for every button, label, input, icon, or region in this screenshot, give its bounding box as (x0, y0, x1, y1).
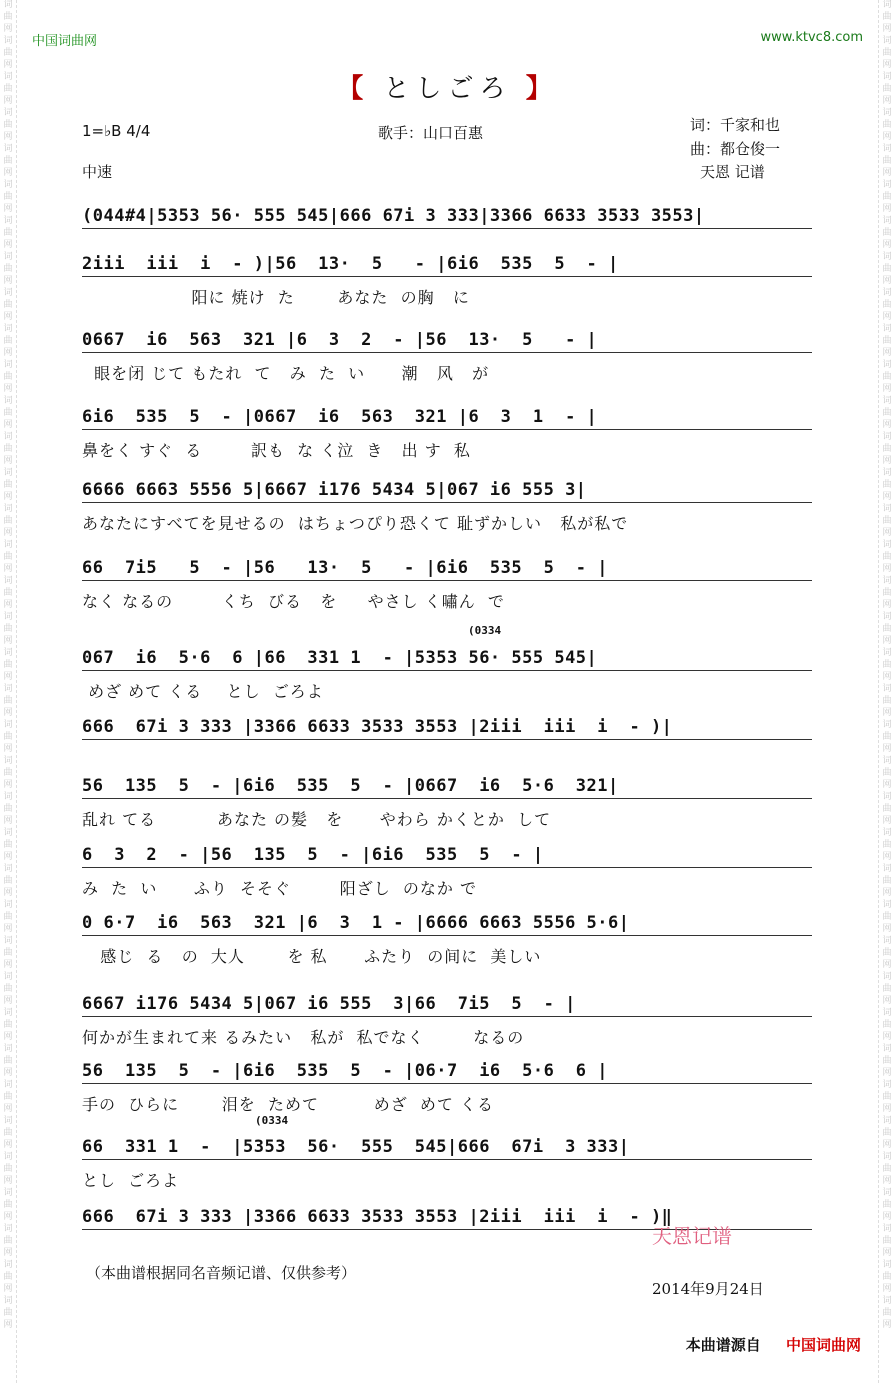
watermark-glyph: 曲 (882, 444, 892, 454)
watermark-glyph: 词 (3, 828, 13, 838)
watermark-glyph: 网 (882, 420, 892, 430)
watermark-glyph: 词 (3, 1152, 13, 1162)
watermark-glyph: 网 (3, 528, 13, 538)
watermark-glyph: 曲 (3, 1164, 13, 1174)
watermark-glyph: 网 (882, 168, 892, 178)
watermark-glyph: 词 (882, 684, 892, 694)
watermark-glyph: 曲 (882, 372, 892, 382)
watermark-glyph: 网 (3, 1212, 13, 1222)
watermark-glyph: 词 (3, 720, 13, 730)
watermark-glyph: 曲 (882, 1308, 892, 1318)
watermark-glyph: 网 (3, 1284, 13, 1294)
notation-row: 6i6 535 5 - |0667 i6 563 321 |6 3 1 - | (82, 407, 812, 430)
watermark-glyph: 网 (882, 1104, 892, 1114)
watermark-glyph: 曲 (882, 768, 892, 778)
watermark-glyph: 曲 (882, 516, 892, 526)
watermark-glyph: 曲 (882, 1200, 892, 1210)
watermark-glyph: 曲 (3, 1056, 13, 1066)
watermark-glyph: 网 (882, 780, 892, 790)
song-title (0, 68, 895, 105)
watermark-glyph: 词 (882, 1008, 892, 1018)
watermark-glyph: 词 (882, 108, 892, 118)
watermark-glyph: 词 (3, 1260, 13, 1270)
watermark-glyph: 网 (3, 1248, 13, 1258)
watermark-glyph: 词 (882, 1152, 892, 1162)
watermark-glyph: 曲 (3, 372, 13, 382)
watermark-glyph: 词 (3, 1044, 13, 1054)
watermark-glyph: 网 (3, 492, 13, 502)
watermark-glyph: 曲 (3, 192, 13, 202)
watermark-glyph: 词 (882, 468, 892, 478)
watermark-glyph: 曲 (882, 156, 892, 166)
score-line-4 (82, 407, 812, 461)
watermark-glyph: 网 (882, 960, 892, 970)
watermark-glyph: 网 (3, 276, 13, 286)
watermark-glyph: 曲 (882, 1128, 892, 1138)
source-credit (686, 1334, 861, 1355)
watermark-glyph: 曲 (3, 1272, 13, 1282)
reference-footnote: （本曲谱根据同名音频记谱、仅供参考） (86, 1264, 357, 1282)
watermark-glyph: 词 (882, 1080, 892, 1090)
watermark-glyph: 网 (882, 276, 892, 286)
notation-row: 66 331 1 - |5353 56· 555 545|666 67i 3 333| (82, 1137, 812, 1160)
watermark-glyph: 曲 (882, 192, 892, 202)
right-watermark-strip (878, 0, 895, 1383)
watermark-glyph: 词 (3, 900, 13, 910)
watermark-glyph: 词 (3, 1116, 13, 1126)
lyrics-row: 何かが生まれて来 るみたい 私が 私でなく なるの (82, 1028, 525, 1047)
watermark-glyph: 词 (882, 900, 892, 910)
header-site-right[interactable]: www.ktvc8.com (760, 30, 863, 45)
watermark-glyph: 曲 (882, 300, 892, 310)
watermark-glyph: 曲 (3, 228, 13, 238)
watermark-glyph: 网 (882, 1032, 892, 1042)
watermark-glyph: 词 (3, 756, 13, 766)
watermark-glyph: 曲 (882, 804, 892, 814)
watermark-glyph: 曲 (3, 300, 13, 310)
watermark-glyph: 词 (3, 216, 13, 226)
watermark-glyph: 词 (3, 684, 13, 694)
watermark-glyph: 网 (882, 24, 892, 34)
watermark-glyph: 网 (3, 24, 13, 34)
score-line-5 (82, 480, 812, 534)
watermark-glyph: 词 (3, 972, 13, 982)
watermark-glyph: 网 (882, 492, 892, 502)
watermark-glyph: 曲 (882, 1020, 892, 1030)
score-line-13 (82, 1061, 812, 1115)
watermark-glyph: 曲 (3, 84, 13, 94)
watermark-glyph: 网 (882, 888, 892, 898)
watermark-glyph: 网 (882, 1068, 892, 1078)
watermark-glyph: 词 (3, 648, 13, 658)
left-watermark-strip (0, 0, 17, 1383)
notation-row: 0 6·7 i6 563 321 |6 3 1 - |6666 6663 5556 5·6| (82, 913, 812, 936)
watermark-glyph: 词 (882, 792, 892, 802)
watermark-glyph: 词 (882, 396, 892, 406)
watermark-glyph: 曲 (3, 876, 13, 886)
watermark-glyph: 词 (882, 180, 892, 190)
watermark-glyph: 网 (3, 420, 13, 430)
watermark-glyph: 网 (3, 636, 13, 646)
watermark-glyph: 词 (882, 216, 892, 226)
watermark-glyph: 词 (3, 360, 13, 370)
notation-row: 56 135 5 - |6i6 535 5 - |0667 i6 5·6 321| (82, 776, 812, 799)
watermark-glyph: 网 (3, 60, 13, 70)
score-line-12 (82, 994, 812, 1048)
watermark-glyph: 网 (3, 816, 13, 826)
watermark-glyph: 词 (3, 792, 13, 802)
watermark-glyph: 曲 (3, 1308, 13, 1318)
watermark-glyph: 词 (3, 468, 13, 478)
watermark-glyph: 曲 (3, 120, 13, 130)
watermark-glyph: 曲 (3, 48, 13, 58)
lyrics-row: とし ごろよ (82, 1171, 180, 1190)
watermark-glyph: 曲 (882, 1164, 892, 1174)
watermark-glyph: 词 (3, 1008, 13, 1018)
watermark-glyph: 曲 (882, 408, 892, 418)
watermark-glyph: 曲 (3, 1128, 13, 1138)
watermark-glyph: 曲 (3, 696, 13, 706)
watermark-glyph: 网 (882, 1212, 892, 1222)
watermark-glyph: 网 (882, 816, 892, 826)
watermark-glyph: 词 (882, 540, 892, 550)
watermark-glyph: 曲 (882, 1272, 892, 1282)
lyrics-row: あなたにすべてを見せるの はちょつぴり恐くて 耻ずかしい 私が私で (82, 514, 629, 533)
composer-credit: 曲：都仓俊一 (690, 140, 781, 158)
tempo-marking: 中速 (82, 163, 113, 181)
watermark-glyph: 词 (882, 1188, 892, 1198)
watermark-glyph: 词 (882, 1224, 892, 1234)
watermark-glyph: 词 (882, 504, 892, 514)
watermark-glyph: 曲 (3, 516, 13, 526)
transcriber-credit: 天恩 记谱 (700, 163, 765, 181)
watermark-glyph: 词 (3, 72, 13, 82)
watermark-glyph: 网 (3, 1032, 13, 1042)
watermark-glyph: 词 (3, 936, 13, 946)
watermark-glyph: 词 (882, 648, 892, 658)
watermark-glyph: 曲 (882, 1056, 892, 1066)
watermark-glyph: 曲 (882, 588, 892, 598)
score-line-9 (82, 776, 812, 830)
watermark-glyph: 曲 (3, 156, 13, 166)
watermark-glyph: 词 (3, 252, 13, 262)
notation-row: 666 67i 3 333 |3366 6633 3533 3553 |2iii iii i - )| (82, 717, 812, 740)
watermark-glyph: 网 (3, 780, 13, 790)
watermark-glyph: 词 (3, 144, 13, 154)
watermark-glyph: 曲 (882, 48, 892, 58)
watermark-glyph: 词 (3, 612, 13, 622)
score-line-2 (82, 254, 812, 308)
watermark-glyph: 词 (3, 108, 13, 118)
watermark-glyph: 词 (882, 1260, 892, 1270)
watermark-glyph: 曲 (882, 984, 892, 994)
watermark-glyph: 网 (882, 1320, 892, 1330)
score-line-8 (82, 717, 812, 748)
watermark-glyph: 网 (3, 888, 13, 898)
watermark-glyph: 网 (3, 1176, 13, 1186)
watermark-glyph: 网 (882, 1248, 892, 1258)
notation-row: 6666 6663 5556 5|6667 i176 5434 5|067 i6 555 3| (82, 480, 812, 503)
notation-row: (044#4|5353 56· 555 545|666 67i 3 333|3366 6633 3533 3553| (82, 206, 812, 229)
watermark-glyph: 网 (882, 312, 892, 322)
watermark-glyph: 词 (882, 864, 892, 874)
watermark-glyph: 词 (882, 720, 892, 730)
lyrics-row: み た い ふり そそぐ 阳ざし のなか で (82, 879, 477, 898)
watermark-glyph: 曲 (882, 912, 892, 922)
watermark-glyph: 网 (3, 564, 13, 574)
watermark-glyph: 词 (882, 72, 892, 82)
watermark-glyph: 词 (882, 252, 892, 262)
watermark-glyph: 网 (882, 672, 892, 682)
watermark-glyph: 网 (882, 996, 892, 1006)
watermark-glyph: 词 (3, 1224, 13, 1234)
notation-row: 666 67i 3 333 |3366 6633 3533 3553 |2iii iii i - )‖ (82, 1207, 812, 1230)
watermark-glyph: 词 (882, 576, 892, 586)
watermark-glyph: 网 (3, 384, 13, 394)
title-text: としごろ (383, 74, 512, 104)
score-line-7 (82, 648, 812, 702)
score-line-10 (82, 845, 812, 899)
watermark-glyph: 词 (882, 1296, 892, 1306)
singer-credit: 歌手：山口百惠 (378, 124, 484, 142)
watermark-glyph: 网 (3, 996, 13, 1006)
notation-row: 0667 i6 563 321 |6 3 2 - |56 13· 5 - | (82, 330, 812, 353)
watermark-glyph: 曲 (882, 1092, 892, 1102)
lyrics-row: 阳に 焼け た あなた の胸 に (82, 288, 470, 307)
watermark-glyph: 曲 (3, 624, 13, 634)
notation-row: 067 i6 5·6 6 |66 331 1 - |5353 56· 555 545| (82, 648, 812, 671)
watermark-glyph: 网 (3, 132, 13, 142)
watermark-glyph: 词 (3, 576, 13, 586)
watermark-glyph: 曲 (3, 444, 13, 454)
watermark-glyph: 网 (3, 204, 13, 214)
watermark-glyph: 词 (882, 36, 892, 46)
score-line-11 (82, 913, 812, 967)
watermark-glyph: 网 (3, 960, 13, 970)
watermark-glyph: 曲 (3, 768, 13, 778)
watermark-glyph: 网 (882, 96, 892, 106)
watermark-glyph: 网 (3, 1320, 13, 1330)
watermark-glyph: 曲 (3, 480, 13, 490)
watermark-glyph: 曲 (3, 12, 13, 22)
notation-row: 66 7i5 5 - |56 13· 5 - |6i6 535 5 - | (82, 558, 812, 581)
watermark-glyph: 网 (882, 708, 892, 718)
watermark-glyph: 词 (3, 1296, 13, 1306)
score-line-14 (82, 1137, 812, 1191)
watermark-glyph: 曲 (882, 120, 892, 130)
lyrics-row: 眼を闭 じて もたれ て み た い 潮 风 が (82, 364, 490, 383)
watermark-glyph: 网 (882, 60, 892, 70)
watermark-glyph: 曲 (3, 804, 13, 814)
title-bracket-open: 【 (337, 74, 370, 104)
watermark-glyph: 网 (3, 1140, 13, 1150)
title-bracket-close: 】 (525, 74, 558, 104)
watermark-glyph: 网 (3, 852, 13, 862)
watermark-glyph: 曲 (882, 480, 892, 490)
watermark-glyph: 词 (882, 756, 892, 766)
source-label: 本曲谱源自 (685, 1336, 761, 1354)
watermark-glyph: 网 (3, 1068, 13, 1078)
watermark-glyph: 网 (882, 528, 892, 538)
notation-row: 6 3 2 - |56 135 5 - |6i6 535 5 - | (82, 845, 812, 868)
watermark-glyph: 曲 (3, 552, 13, 562)
watermark-glyph: 曲 (3, 1020, 13, 1030)
watermark-glyph: 曲 (882, 264, 892, 274)
watermark-glyph: 词 (3, 36, 13, 46)
watermark-glyph: 词 (882, 1116, 892, 1126)
watermark-glyph: 网 (3, 348, 13, 358)
watermark-glyph: 词 (882, 828, 892, 838)
lyricist-credit: 词：千家和也 (690, 116, 781, 134)
watermark-glyph: 网 (882, 132, 892, 142)
score-line-1 (82, 206, 812, 237)
watermark-glyph: 曲 (882, 12, 892, 22)
lyrics-row: なく なるの くち びる を やさし く嘯ん で (82, 592, 505, 611)
watermark-glyph: 网 (882, 384, 892, 394)
watermark-glyph: 网 (882, 204, 892, 214)
watermark-glyph: 曲 (882, 660, 892, 670)
watermark-glyph: 网 (882, 348, 892, 358)
watermark-glyph: 词 (3, 288, 13, 298)
watermark-glyph: 词 (882, 324, 892, 334)
watermark-glyph: 网 (3, 708, 13, 718)
watermark-glyph: 曲 (882, 840, 892, 850)
notation-row: 56 135 5 - |6i6 535 5 - |06·7 i6 5·6 6 | (82, 1061, 812, 1084)
watermark-glyph: 曲 (3, 336, 13, 346)
watermark-glyph: 曲 (3, 948, 13, 958)
watermark-glyph: 曲 (882, 552, 892, 562)
lyrics-row: 乱れ てる あなた の髪 を やわら かくとか して (82, 810, 552, 829)
watermark-glyph: 曲 (3, 840, 13, 850)
watermark-glyph: 曲 (882, 876, 892, 886)
watermark-glyph: 曲 (882, 84, 892, 94)
key-signature: 1=♭B 4/4 (82, 122, 151, 140)
watermark-glyph: 网 (882, 1140, 892, 1150)
watermark-glyph: 网 (882, 636, 892, 646)
watermark-glyph: 网 (3, 744, 13, 754)
watermark-glyph: 网 (882, 564, 892, 574)
lyrics-row: 鼻をく すぐ る 訳も な く泣 き 出 す 私 (82, 441, 471, 460)
watermark-glyph: 网 (882, 924, 892, 934)
watermark-glyph: 曲 (882, 336, 892, 346)
watermark-glyph: 网 (3, 312, 13, 322)
notation-row: 2iii iii i - )|56 13· 5 - |6i6 535 5 - | (82, 254, 812, 277)
header-site-left[interactable]: 中国词曲网 (32, 34, 98, 49)
watermark-glyph: 网 (3, 672, 13, 682)
watermark-glyph: 曲 (3, 912, 13, 922)
watermark-glyph: 曲 (3, 1200, 13, 1210)
notation-row: 6667 i176 5434 5|067 i6 555 3|66 7i5 5 - | (82, 994, 812, 1017)
transcriber-stamp: 天恩记谱 (652, 1224, 732, 1248)
watermark-glyph: 词 (882, 1044, 892, 1054)
pickup-notes: (0334 (468, 624, 502, 637)
watermark-glyph: 网 (882, 1284, 892, 1294)
watermark-glyph: 网 (882, 852, 892, 862)
watermark-glyph: 曲 (3, 1092, 13, 1102)
watermark-glyph: 网 (3, 456, 13, 466)
watermark-glyph: 词 (3, 1080, 13, 1090)
watermark-glyph: 曲 (882, 624, 892, 634)
watermark-glyph: 网 (3, 168, 13, 178)
lyrics-row: 感じ る の 大人 を 私 ふたり の间に 美しい (82, 947, 542, 966)
watermark-glyph: 曲 (882, 228, 892, 238)
watermark-glyph: 词 (3, 504, 13, 514)
watermark-glyph: 词 (3, 396, 13, 406)
source-site-link[interactable]: 中国词曲网 (785, 1336, 861, 1354)
watermark-glyph: 曲 (3, 264, 13, 274)
watermark-glyph: 词 (3, 180, 13, 190)
transcription-date: 2014年9月24日 (652, 1280, 764, 1298)
watermark-glyph: 词 (3, 864, 13, 874)
watermark-glyph: 网 (3, 924, 13, 934)
lyrics-row: めざ めて くる とし ごろよ (82, 682, 324, 701)
watermark-glyph: 网 (3, 600, 13, 610)
watermark-glyph: 网 (882, 744, 892, 754)
watermark-glyph: 曲 (882, 696, 892, 706)
watermark-glyph: 网 (882, 1176, 892, 1186)
watermark-glyph: 词 (882, 288, 892, 298)
watermark-glyph: 词 (3, 432, 13, 442)
watermark-glyph: 词 (882, 432, 892, 442)
watermark-glyph: 词 (882, 0, 892, 10)
watermark-glyph: 曲 (3, 984, 13, 994)
watermark-glyph: 词 (882, 612, 892, 622)
watermark-glyph: 曲 (3, 660, 13, 670)
watermark-glyph: 网 (882, 600, 892, 610)
watermark-glyph: 词 (3, 0, 13, 10)
watermark-glyph: 词 (3, 324, 13, 334)
watermark-glyph: 曲 (3, 408, 13, 418)
watermark-glyph: 曲 (882, 948, 892, 958)
watermark-glyph: 词 (882, 972, 892, 982)
watermark-glyph: 网 (3, 240, 13, 250)
score-line-6 (82, 558, 812, 612)
score-line-3 (82, 330, 812, 384)
watermark-glyph: 词 (3, 1188, 13, 1198)
watermark-glyph: 曲 (882, 732, 892, 742)
pickup-notes: (0334 (255, 1114, 289, 1127)
watermark-glyph: 曲 (3, 732, 13, 742)
watermark-glyph: 网 (3, 96, 13, 106)
watermark-glyph: 曲 (3, 588, 13, 598)
watermark-glyph: 词 (882, 360, 892, 370)
watermark-glyph: 曲 (882, 1236, 892, 1246)
watermark-glyph: 词 (882, 936, 892, 946)
watermark-glyph: 词 (882, 144, 892, 154)
lyrics-row: 手の ひらに 泪を ためて めざ めて くる (82, 1095, 494, 1114)
watermark-glyph: 网 (3, 1104, 13, 1114)
watermark-glyph: 词 (3, 540, 13, 550)
watermark-glyph: 曲 (3, 1236, 13, 1246)
watermark-glyph: 网 (882, 240, 892, 250)
watermark-glyph: 网 (882, 456, 892, 466)
